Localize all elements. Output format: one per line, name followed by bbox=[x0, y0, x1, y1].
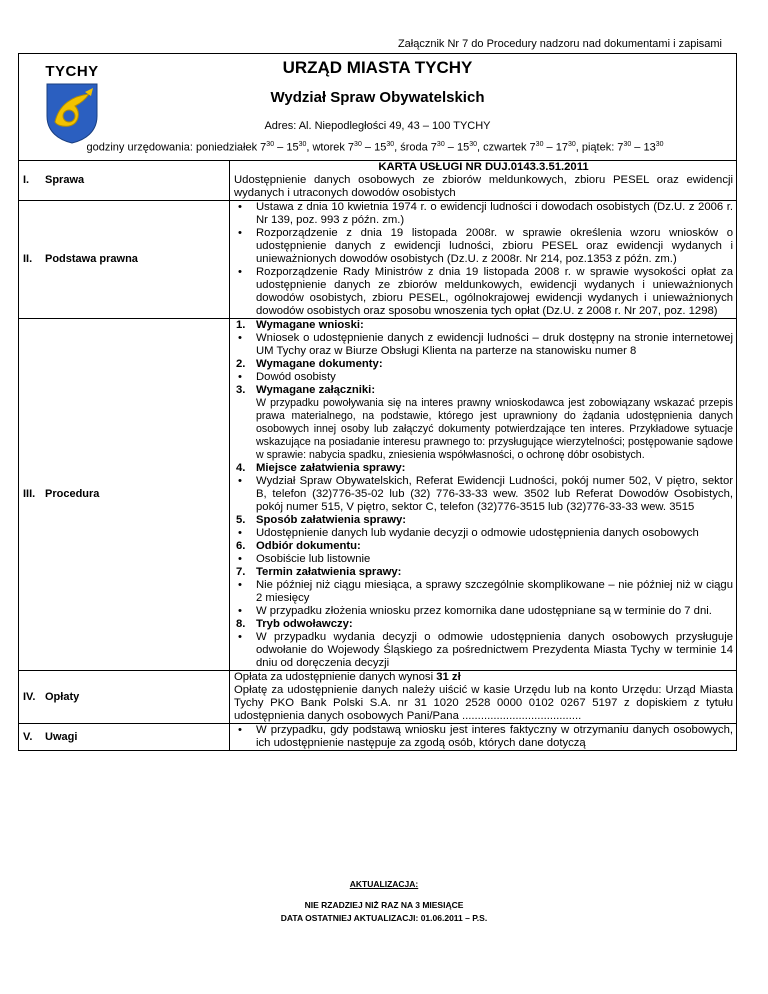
step-heading: 3. Wymagane załączniki: bbox=[236, 384, 376, 396]
section-label: V. Uwagi bbox=[19, 724, 230, 751]
step-heading: 8. Tryb odwoławczy: bbox=[236, 618, 353, 630]
section-row-uwagi bbox=[19, 724, 737, 751]
section-content bbox=[230, 161, 737, 201]
service-card-table bbox=[18, 160, 737, 751]
remark-item: • W przypadku, gdy podstawą wniosku jest interes faktyczny w otrzymaniu danych osobowych, ich udostępnienie następuje za zgodą osób, których dane dotyczą bbox=[234, 724, 733, 750]
step-heading: 5. Sposób załatwienia sprawy: bbox=[236, 514, 407, 526]
attachment-note: Załącznik Nr 7 do Procedury nadzoru nad dokumentami i zapisami bbox=[397, 38, 722, 50]
step-heading: 7. Termin załatwienia sprawy: bbox=[236, 566, 402, 578]
section-row-oplaty bbox=[19, 671, 737, 724]
step-item: • Osobiście lub listownie bbox=[234, 553, 733, 566]
case-description: Udostępnienie danych osobowych ze zbiorów meldunkowych, zbioru PESEL oraz ewidencji wydanych i utraconych dowodów osobistych bbox=[234, 174, 733, 199]
section-label: II. Podstawa prawna bbox=[19, 201, 230, 319]
legal-basis-item: • Rozporządzenie Rady Ministrów z dnia 19 listopada 2008 r. w sprawie wysokości opłat za udostępnienie danych ze zbiorów meldunkowych, ewidencji wydanych i unieważnionych dowodów osobistych, zbioru PESEL, ogólnokrajowej ewidencji wydanych i unieważnionych dowodów osobistych oraz sposobu wnoszenia tych opłat (Dz.U. z 2008 r. Nr 207, poz. 1298) bbox=[234, 266, 733, 318]
fee-line: Opłata za udostępnienie danych wynosi 31 zł bbox=[234, 671, 461, 683]
step-item: • Dowód osobisty bbox=[234, 371, 733, 384]
office-address: Adres: Al. Niepodległości 49, 43 – 100 TYCHY bbox=[264, 120, 491, 132]
legal-basis-item: • Ustawa z dnia 10 kwietnia 1974 r. o ewidencji ludności i dowodach osobistych (Dz.U. z 2006 r. Nr 139, poz. 993 z późn. zm.) bbox=[234, 201, 733, 227]
section-label: IV. Opłaty bbox=[19, 671, 230, 724]
step-item: • Wydział Spraw Obywatelskich, Referat Ewidencji Ludności, pokój numer 502, V piętro, sektor B, telefon (32)776-35-02 lub (32) 776-33-33 wew. 3502 lub Referat Dowodów Osobistych, pokój numer 515, V piętro, sektor C, telefon (32)776-3515 lub (32)776-33-33 wew. 3515 bbox=[234, 475, 733, 514]
fee-amount: 31 zł bbox=[436, 671, 461, 683]
section-row-procedura bbox=[19, 319, 737, 671]
document-header bbox=[18, 53, 737, 161]
last-update-date: DATA OSTATNIEJ AKTUALIZACJI: 01.06.2011 – P.S. bbox=[280, 913, 488, 923]
fee-payment-text: Opłatę za udostępnienie danych należy uiścić w kasie Urzędu lub na konto Urzędu: Urząd Miasta Tychy PKO Bank Polski S.A. nr 31 1020 2528 0000 0102 0267 5197 z dopiskiem z tytułu udostępnienia danych osobowych Pani/Pana ...................................... bbox=[234, 684, 733, 722]
office-hours: godziny urzędowania: poniedziałek $7^{30} - 15^{30}$, wtorek $7^{30} - 15^{30}$, środa $7^{30} - 15^{30}$, czwartek $7^{30} - 17^{30}$, piątek: $7^{30} - 13^{30}$ bbox=[86, 141, 664, 154]
update-footer bbox=[0, 878, 768, 925]
step-text: W przypadku powoływania się na interes prawny wnioskodawca jest zobowiązany wskazać przepis prawa materialnego, na podstawie, którego jest uprawniony do żądania udostępnienia danych osobowych innej osoby lub załączyć dokumenty potwierdzające ten interes. Przykładowe sytuacje wskazujące na posiadanie interesu prawnego to: przysługujące wierzytelności; postępowanie sądowe w sprawie: nabycia spadku, zniesienia współwłasności, o ochronę dóbr osobistych. bbox=[256, 397, 733, 461]
step-heading: 4. Miejsce załatwienia sprawy: bbox=[236, 462, 406, 474]
step-item: • W przypadku złożenia wniosku przez komornika dane udostępniane są w terminie do 7 dni. bbox=[234, 605, 733, 618]
step-heading: 2. Wymagane dokumenty: bbox=[236, 358, 383, 370]
legal-basis-item: • Rozporządzenie z dnia 19 listopada 2008r. w sprawie określenia wzoru wniosków o udostępnienie danych z ewidencji ludności, zbioru PESEL oraz ewidencji wydanych i unieważnionych dowodów osobistych (Dz.U. z 2008r. Nr 214, poz.1353 z późn. zm.) bbox=[234, 227, 733, 266]
step-item: • W przypadku wydania decyzji o odmowie udostępnienia danych osobowych przysługuje odwołanie do Wojewody Śląskiego za pośrednictwem Prezydenta Miasta Tychy w terminie 14 dniu od doręczenia decyzji bbox=[234, 631, 733, 670]
step-item: • Wniosek o udostępnienie danych z ewidencji ludności – druk dostępny na stronie internetowej UM Tychy oraz w Biurze Obsługi Klienta na parterze na stanowisku numer 8 bbox=[234, 332, 733, 358]
step-item: • Udostępnienie danych lub wydanie decyzji o odmowie udostępnienia danych osobowych bbox=[234, 527, 733, 540]
section-content bbox=[230, 671, 737, 724]
step-heading: 6. Odbiór dokumentu: bbox=[236, 540, 361, 552]
section-content bbox=[230, 201, 737, 319]
update-title: AKTUALIZACJA: bbox=[349, 879, 419, 889]
section-content bbox=[230, 724, 737, 751]
section-label: I. Sprawa bbox=[19, 161, 230, 201]
department-title: Wydział Spraw Obywatelskich bbox=[270, 89, 485, 106]
logo-text: TYCHY bbox=[45, 63, 99, 80]
section-content bbox=[230, 319, 737, 671]
step-heading: 1. Wymagane wnioski: bbox=[236, 319, 364, 331]
section-label: III. Procedura bbox=[19, 319, 230, 671]
update-frequency: NIE RZADZIEJ NIŻ RAZ NA 3 MIESIĄCE bbox=[304, 900, 464, 910]
section-row-sprawa bbox=[19, 161, 737, 201]
section-row-podstawa-prawna bbox=[19, 201, 737, 319]
office-title: URZĄD MIASTA TYCHY bbox=[282, 58, 473, 77]
card-title: KARTA USŁUGI NR DUJ.0143.3.51.2011 bbox=[378, 161, 589, 173]
step-item: • Nie później niż ciągu miesiąca, a sprawy szczególnie skomplikowane – nie później niż w ciągu 2 miesięcy bbox=[234, 579, 733, 605]
